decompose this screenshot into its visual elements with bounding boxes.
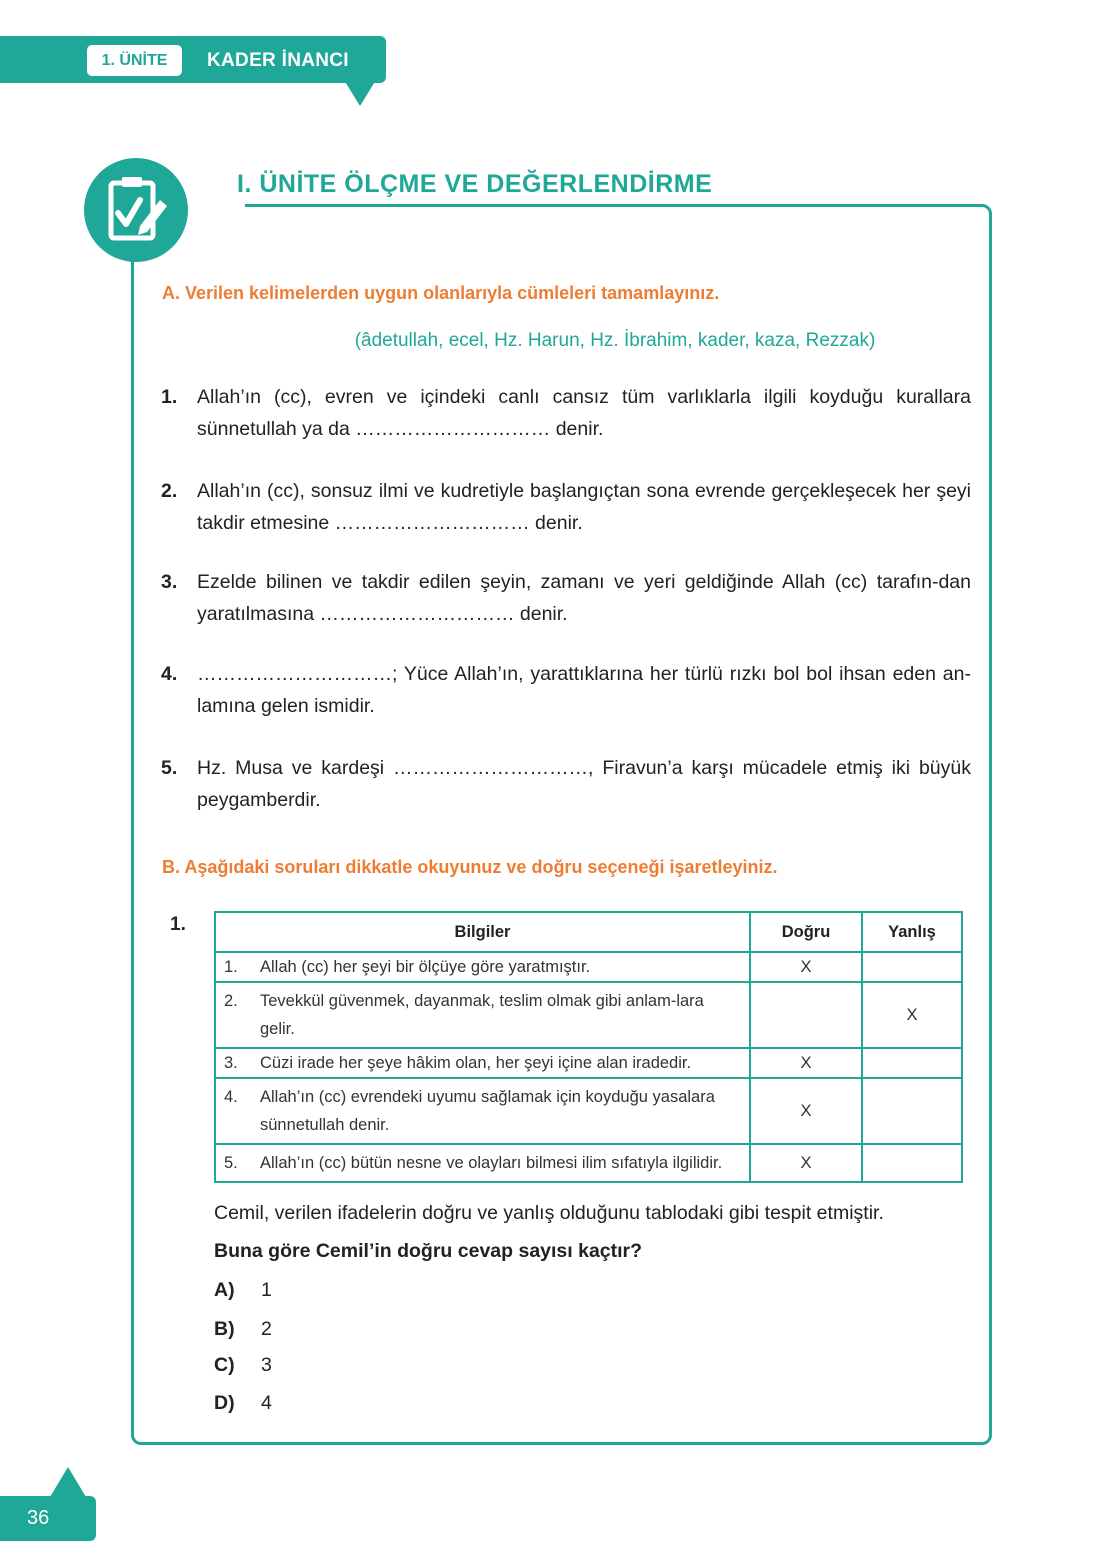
dogru-mark: X [750, 952, 862, 982]
yanlis-mark [862, 952, 962, 982]
section-title: I. ÜNİTE ÖLÇME VE DEĞERLENDİRME [237, 170, 713, 198]
question-statement: Cemil, verilen ifadelerin doğru ve yanlış olduğunu tablodaki gibi tespit etmiştir. [214, 1202, 884, 1224]
fill-question: 5. Hz. Musa ve kardeşi …………………………, Firavun’a karşı mücadele etmiş iki büyük peygamberdir. [161, 757, 971, 811]
assessment-badge [84, 158, 188, 262]
table-row: 1. Allah (cc) her şeyi bir ölçüye göre yaratmıştır. X [215, 952, 962, 982]
column-header: Bilgiler [215, 912, 750, 952]
answer-option-b[interactable]: B) 2 [214, 1318, 272, 1340]
header-pointer [344, 80, 376, 106]
question-stem: Buna göre Cemil’in doğru cevap sayısı kaçtır? [214, 1240, 643, 1262]
clipboard-check-icon [84, 158, 188, 262]
fill-question: 3. Ezelde bilinen ve takdir edilen şeyin, zamanı ve yeri geldiğinde Allah (cc) tarafın-dan yaratılmasına ………………………… denir. [161, 571, 971, 625]
dogru-mark: X [750, 1078, 862, 1144]
unit-badge: 1. ÜNİTE [87, 45, 182, 76]
answer-table [214, 911, 963, 1183]
dogru-mark [750, 982, 862, 1048]
column-header: Yanlış [862, 912, 962, 952]
table-header-row [215, 912, 962, 952]
question-number: 1. [170, 914, 186, 935]
table-row: 3. Cüzi irade her şeye hâkim olan, her şeyi içine alan iradedir. X [215, 1048, 962, 1078]
fill-question: 1. Allah’ın (cc), evren ve içindeki canlı cansız tüm varlıklarla ilgili koyduğu kurallara sünnetullah ya da ………………………… denir. [161, 386, 971, 440]
fill-question: 2. Allah’ın (cc), sonsuz ilmi ve kudretiyle başlangıçtan sona evrende gerçekleşecek her şeyi takdir etmesine ………………………… denir. [161, 480, 971, 534]
part-a-instruction: A. Verilen kelimelerden uygun olanlarıyla cümleleri tamamlayınız. [162, 283, 720, 303]
table-row: 5. Allah’ın (cc) bütün nesne ve olayları bilmesi ilim sıfatıyla ilgilidir. X [215, 1144, 962, 1182]
answer-option-a[interactable]: A) 1 [214, 1279, 272, 1301]
dogru-mark: X [750, 1144, 862, 1182]
page-number: 36 [27, 1507, 50, 1529]
word-list: (âdetullah, ecel, Hz. Harun, Hz. İbrahim, kader, kaza, Rezzak) [354, 330, 876, 351]
yanlis-mark: X [862, 982, 962, 1048]
table-row: 4. Allah’ın (cc) evrendeki uyumu sağlamak için koyduğu yasalara sünnetullah denir. X [215, 1078, 962, 1144]
unit-title: KADER İNANCI [207, 50, 349, 71]
yanlis-mark [862, 1048, 962, 1078]
yanlis-mark [862, 1144, 962, 1182]
yanlis-mark [862, 1078, 962, 1144]
fill-question: 4. …………………………; Yüce Allah’ın, yarattıklarına her türlü rızkı bol bol ihsan eden an-lamına gelen ismidir. [161, 663, 971, 717]
table-row: 2. Tevekkül güvenmek, dayanmak, teslim olmak gibi anlam-lara gelir. X [215, 982, 962, 1048]
column-header: Doğru [750, 912, 862, 952]
dogru-mark: X [750, 1048, 862, 1078]
answer-option-c[interactable]: C) 3 [214, 1354, 272, 1376]
page-tab-pointer [50, 1467, 86, 1497]
answer-option-d[interactable]: D) 4 [214, 1392, 272, 1414]
part-b-instruction: B. Aşağıdaki soruları dikkatle okuyunuz ve doğru seçeneği işaretleyiniz. [162, 857, 778, 877]
